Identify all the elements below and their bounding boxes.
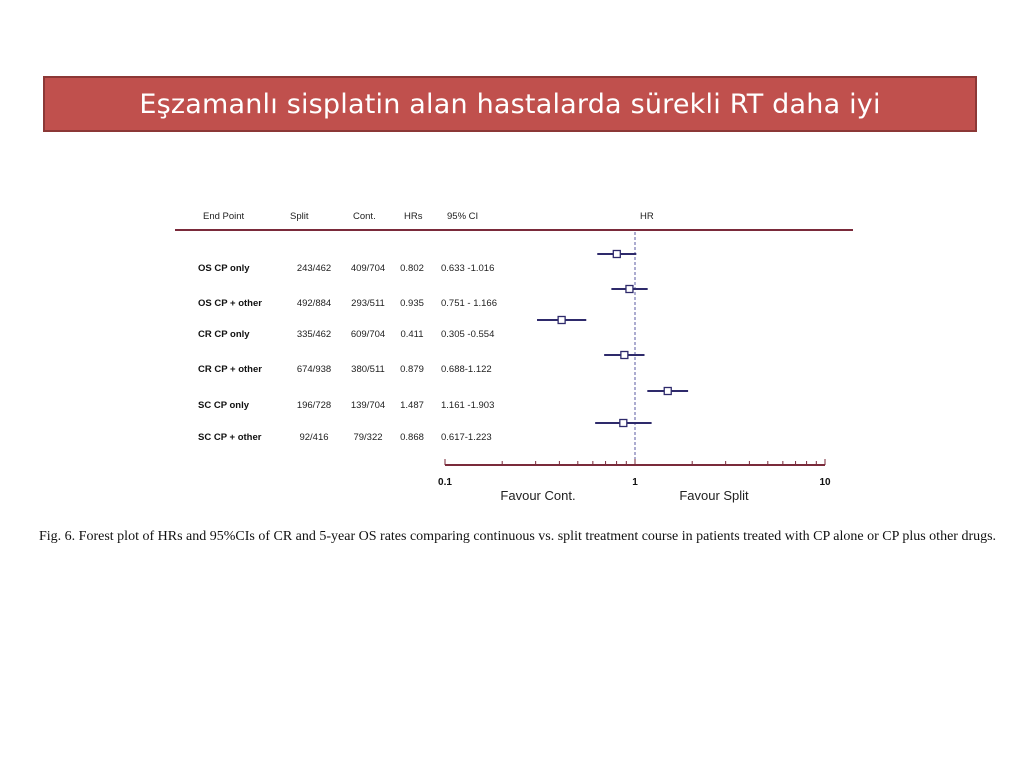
column-header: Cont. [353,211,376,222]
column-header: Split [290,211,309,222]
tick-label: 10 [819,477,831,488]
hr-cell: 0.879 [400,364,424,375]
figure-caption: Fig. 6. Forest plot of HRs and 95%CIs of CR and 5-year OS rates comparing continuous vs. split treatment course in patients treated with CP alone or CP plus other drugs. [39,529,997,544]
hr-marker [626,286,633,293]
split-cell: 92/416 [299,432,329,443]
hr-marker [558,317,565,324]
cont-cell: 139/704 [350,400,386,411]
ci-cell: 1.161 -1.903 [441,400,495,411]
hr-marker [621,352,628,359]
tick-label: 0.1 [438,477,452,488]
column-header: HR [640,211,654,222]
hr-cell: 0.935 [400,298,424,309]
row-label: OS CP + other [198,298,262,309]
tick-label: 1 [632,477,638,488]
row-label: SC CP + other [198,432,262,443]
cont-cell: 79/322 [353,432,383,443]
split-cell: 674/938 [296,364,332,375]
cont-cell: 409/704 [350,263,386,274]
cont-cell: 380/511 [351,364,385,375]
favour-right-label: Favour Split [679,488,749,503]
column-header: End Point [203,211,245,222]
row-label: OS CP only [198,263,250,274]
split-cell: 335/462 [296,329,332,340]
row-label: SC CP only [198,400,250,411]
hr-marker [613,251,620,258]
row-label: CR CP + other [198,364,262,375]
column-header: HRs [404,211,423,222]
hr-marker [664,388,671,395]
ci-cell: 0.617-1.223 [441,432,492,443]
ci-cell: 0.688-1.122 [441,364,492,375]
ci-cell: 0.633 -1.016 [441,263,495,274]
favour-left-label: Favour Cont. [500,488,576,503]
column-header: 95% CI [447,211,479,222]
hr-cell: 0.411 [400,329,424,340]
split-cell: 243/462 [296,263,332,274]
hr-cell: 1.487 [400,400,424,411]
split-cell: 196/728 [296,400,332,411]
hr-marker [620,420,627,427]
hr-cell: 0.868 [400,432,424,443]
slide-title: Eşzamanlı sisplatin alan hastalarda sürekli RT daha iyi [139,88,881,120]
hr-cell: 0.802 [400,263,424,274]
cont-cell: 293/511 [351,298,385,309]
ci-cell: 0.305 -0.554 [441,329,495,340]
ci-cell: 0.751 - 1.166 [441,298,497,309]
cont-cell: 609/704 [350,329,386,340]
split-cell: 492/884 [296,298,332,309]
row-label: CR CP only [198,329,250,340]
